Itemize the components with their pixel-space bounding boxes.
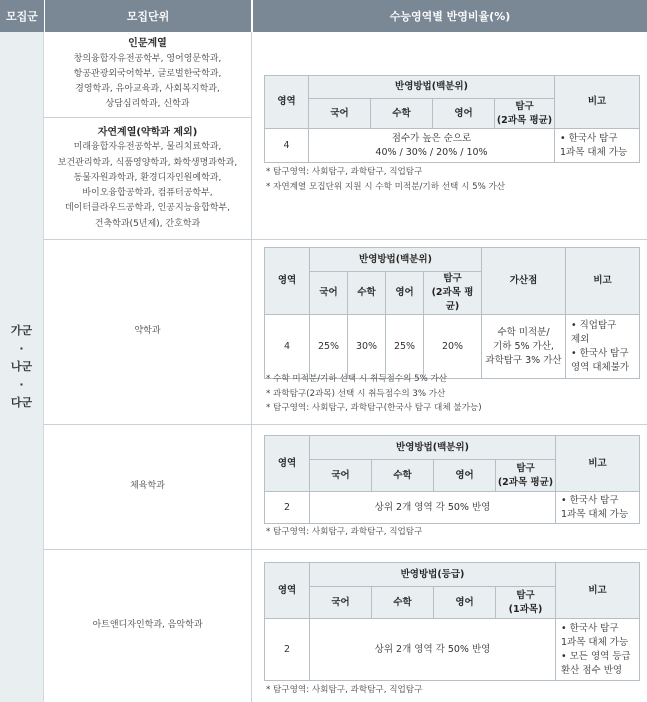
ratio-section-pharmacy [252,240,647,425]
th-korean: 국어 [310,587,372,619]
header-ratio: 수능영역별 반영비율(%) [253,0,647,32]
td-method: 점수가 높은 순으로 40% / 30% / 20% / 10% [309,129,555,163]
unit-humanities-list: 창의융합자유전공학부, 영어영문학과, 항공관광외국어학부, 글로벌한국학과, 경영학과, 유아교육과, 사회복지학과, 상담심리학과, 신학과 [73,53,222,110]
group-label: 가군 · 나군 · 다군 [0,32,44,702]
notes-art [266,683,422,698]
notes-pe [266,525,422,540]
td-method: 상위 2개 영역 각 50% 반영 [310,492,556,524]
th-english: 영어 [434,460,496,492]
th-method: 반영방법(등급) [310,563,556,587]
unit-art: 아트앤디자인학과, 음악학과 [44,550,252,702]
th-remark: 비고 [566,248,640,315]
th-math: 수학 [371,99,433,129]
td-method: 상위 2개 영역 각 50% 반영 [310,619,556,681]
note-item: * 과학탐구(2과목) 선택 시 취득점수의 3% 가산 [266,388,446,399]
td-remark: • 직업탐구 제외 • 한국사 탐구 영역 대체불가 [566,315,640,379]
unit-natural [44,118,252,240]
header-group: 모집군 [0,0,44,32]
th-math: 수학 [372,587,434,619]
note-item: * 탐구영역: 사회탐구, 과학탐구, 직업탐구 [266,685,423,695]
td-area: 4 [265,315,310,379]
th-bonus: 가산점 [482,248,566,315]
th-korean: 국어 [310,460,372,492]
unit-natural-title: 자연계열(약학과 제외) [97,126,198,138]
td-remark: • 한국사 탐구 1과목 대체 가능 [556,492,640,524]
th-method: 반영방법(백분위) [310,248,482,272]
unit-natural-list: 미래융합자유전공학부, 물리치료학과, 보건관리학과, 식품영양학과, 화학생명과학과, 동물자원과학과, 환경디자인원예학과, 바이오융합공학과, 컴퓨터공학부, 데이터클라우드공학과, 인공지능융합학부, 건축학과(5년제), 간호학과 [57,142,238,229]
th-korean: 국어 [310,272,348,315]
ratio-section-pe [252,425,647,550]
unit-humanities [44,32,252,118]
th-english: 영어 [434,587,496,619]
notes-pharmacy [266,372,482,416]
td-area: 2 [265,619,310,681]
th-area: 영역 [265,563,310,619]
th-inquiry: 탐구 (2과목 평균) [424,272,482,315]
th-method: 반영방법(백분위) [310,436,556,460]
td-math: 30% [348,315,386,379]
unit-humanities-title: 인문계열 [128,38,167,50]
th-remark: 비고 [555,76,640,129]
td-area: 2 [265,492,310,524]
ratio-section-general [252,32,647,240]
th-remark: 비고 [556,563,640,619]
th-korean: 국어 [309,99,371,129]
ratio-table-art [264,562,640,681]
td-inquiry: 20% [424,315,482,379]
td-english: 25% [386,315,424,379]
ratio-table-pe [264,435,640,524]
td-area: 4 [265,129,309,163]
th-inquiry: 탐구 (2과목 평균) [496,460,556,492]
th-math: 수학 [372,460,434,492]
note-item: * 수학 미적분/기하 선택 시 취득점수의 5% 가산 [266,374,448,384]
notes-general [266,165,505,194]
ratio-section-art [252,550,647,702]
th-english: 영어 [386,272,424,315]
note-item: * 탐구영역: 사회탐구, 과학탐구, 직업탐구 [266,167,423,177]
td-bonus: 수학 미적분/ 기하 5% 가산, 과학탐구 3% 가산 [482,315,566,379]
th-inquiry: 탐구 (2과목 평균) [495,99,555,129]
unit-pharmacy: 약학과 [44,240,252,425]
ratio-table-general [264,75,640,163]
th-english: 영어 [433,99,495,129]
note-item: * 자연계열 모집단위 지원 시 수학 미적분/기하 선택 시 5% 가산 [266,181,506,192]
unit-pe: 체육학과 [44,425,252,550]
th-area: 영역 [265,248,310,315]
note-item: * 탐구영역: 사회탐구, 과학탐구, 직업탐구 [266,527,423,537]
th-remark: 비고 [556,436,640,492]
td-remark: • 한국사 탐구 1과목 대체 가능 [555,129,640,163]
note-item: * 탐구영역: 사회탐구, 과학탐구(한국사 탐구 대체 불가능) [266,403,482,413]
td-korean: 25% [310,315,348,379]
td-remark: • 한국사 탐구 1과목 대체 가능 • 모든 영역 등급 환산 점수 반영 [556,619,640,681]
th-area: 영역 [265,436,310,492]
th-method: 반영방법(백분위) [309,76,555,99]
th-area: 영역 [265,76,309,129]
header-unit: 모집단위 [45,0,251,32]
th-inquiry: 탐구 (1과목) [496,587,556,619]
th-math: 수학 [348,272,386,315]
ratio-table-pharmacy [264,247,640,379]
